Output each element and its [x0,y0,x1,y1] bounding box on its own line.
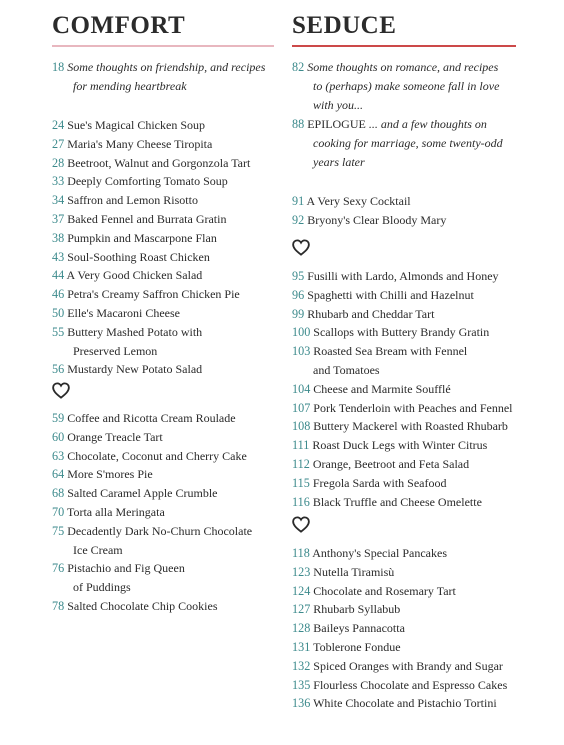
toc-entry[interactable] [52,597,218,616]
toc-entry[interactable] [52,172,228,191]
toc-entry[interactable] [292,192,411,211]
page-number: 70 [52,505,65,519]
toc-entry[interactable] [52,465,153,484]
recipe-title: Scallops with Buttery Brandy Gratin [313,325,490,340]
toc-entry[interactable] [52,191,198,210]
page-number: 76 [52,561,65,576]
recipe-title-continued: and Tomatoes [313,362,380,377]
toc-entry[interactable] [52,135,212,154]
page-number: 55 [52,324,65,339]
page-number: 59 [52,411,65,425]
page-number: 132 [292,658,311,673]
toc-entry[interactable] [52,154,250,173]
page-number: 128 [292,621,311,636]
comfort-intro-entry[interactable] [52,58,265,96]
heart-outline-icon [292,516,310,533]
epilogue-text-continued: years later [313,154,365,169]
recipe-title: Mustardy New Potato Salad [67,362,203,377]
toc-entry[interactable] [52,428,163,447]
intro-text: Some thoughts on friendship, and recipes [67,60,266,74]
page-number: 44 [52,268,65,283]
page-number: 75 [52,523,65,538]
toc-entry[interactable] [52,248,210,267]
page-number: 88 [292,117,305,131]
epilogue-label: EPILOGUE [307,117,366,131]
page-number: 46 [52,287,65,302]
page-number: 60 [52,429,65,444]
recipe-title: Chocolate, Coconut and Cherry Cake [67,448,247,463]
seduce-title-rule [292,45,516,47]
heart-outline-icon [52,382,70,399]
recipe-title: Chocolate and Rosemary Tart [313,583,456,598]
recipe-title: Salted Caramel Apple Crumble [67,486,218,501]
recipe-title: Pumpkin and Mascarpone Flan [67,230,217,245]
recipe-title: Pork Tenderloin with Peaches and Fennel [313,400,513,415]
recipe-title: Spiced Oranges with Brandy and Sugar [313,658,503,673]
page-number: 28 [52,155,65,170]
page-number: 64 [52,467,65,482]
recipe-title: Orange Treacle Tart [67,429,163,444]
epilogue-entry[interactable] [292,115,503,171]
recipe-title: Rhubarb Syllabub [313,602,401,617]
page-number: 96 [292,287,305,302]
toc-entry[interactable] [292,600,400,619]
toc-entry[interactable] [292,380,451,399]
page-number: 37 [52,212,65,226]
page-number: 78 [52,599,65,613]
toc-entry[interactable] [52,229,217,248]
toc-entry[interactable] [52,447,247,466]
page-number: 136 [292,696,311,711]
recipe-title: Pistachio and Fig Queen [67,561,185,576]
page-number: 95 [292,269,305,283]
toc-entry[interactable] [52,559,185,597]
toc-entry[interactable] [52,116,205,135]
recipe-title: Nutella Tiramisù [313,564,395,579]
recipe-title: Baked Fennel and Burrata Gratin [67,212,227,226]
toc-entry[interactable] [292,455,469,474]
toc-entry[interactable] [292,619,405,638]
page-number: 111 [292,438,310,453]
recipe-title: Roast Duck Legs with Winter Citrus [312,438,488,453]
recipe-title: Bryony's Clear Bloody Mary [307,212,447,227]
recipe-title: Fregola Sarda with Seafood [312,475,447,490]
toc-entry[interactable] [292,342,467,380]
toc-entry[interactable] [52,484,218,503]
recipe-title: A Very Sexy Cocktail [306,194,411,208]
recipe-title: Decadently Dark No-Churn Chocolate [67,523,253,538]
page-number: 27 [52,136,65,151]
toc-entry[interactable] [292,436,487,455]
recipe-title: Spaghetti with Chilli and Hazelnut [307,287,474,302]
page-number: 103 [292,344,311,359]
recipe-title: More S'mores Pie [67,467,153,482]
toc-entry[interactable] [292,694,497,713]
page-number: 92 [292,212,305,227]
page-number: 127 [292,602,311,617]
page-number: 68 [52,486,65,501]
page-number: 38 [52,230,65,245]
comfort-title-rule [52,45,274,47]
recipe-title: Cheese and Marmite Soufflé [313,381,451,396]
intro-text-continued: to (perhaps) make someone fall in love [313,78,500,93]
page-number: 56 [52,362,65,377]
toc-entry[interactable] [292,474,446,493]
recipe-title: Torta alla Meringata [66,505,165,519]
recipe-title: Coffee and Ricotta Cream Roulade [67,411,236,425]
recipe-title: Beetroot, Walnut and Gorgonzola Tart [67,155,251,170]
recipe-title-continued: Ice Cream [73,542,123,557]
page-number: 24 [52,118,65,132]
recipe-title: Flourless Chocolate and Espresso Cakes [313,677,508,692]
page-number: 124 [292,583,311,598]
toc-entry[interactable] [292,417,508,436]
toc-entry[interactable] [292,563,394,582]
recipe-title: Rhubarb and Cheddar Tart [307,306,435,321]
page-number: 18 [52,60,65,74]
epilogue-text: ... and a few thoughts on [368,117,487,131]
page-number: 115 [292,475,310,490]
heart-outline-icon [292,239,310,256]
seduce-title: SEDUCE [292,12,397,39]
page-number: 108 [292,419,311,434]
toc-entry[interactable] [52,266,202,285]
page-number: 131 [292,640,311,654]
recipe-title: Petra's Creamy Saffron Chicken Pie [67,287,240,302]
toc-entry[interactable] [52,503,165,522]
page-number: 33 [52,174,65,189]
recipe-title: Maria's Many Cheese Tiropita [67,136,213,151]
toc-entry[interactable] [52,522,252,560]
page-number: 43 [52,249,65,264]
toc-entry[interactable] [292,582,456,601]
page-number: 116 [292,494,310,509]
toc-entry[interactable] [292,399,513,418]
page-number: 104 [292,381,311,396]
recipe-title: A Very Good Chicken Salad [66,268,203,283]
recipe-title-continued: of Puddings [73,580,131,595]
recipe-title: Elle's Macaroni Cheese [67,306,180,320]
toc-entry[interactable] [292,286,474,305]
page-number: 34 [52,193,65,208]
recipe-title: Saffron and Lemon Risotto [67,193,198,208]
page-number: 99 [292,306,305,321]
toc-entry[interactable] [52,304,180,323]
toc-entry[interactable] [292,676,507,695]
page-number: 82 [292,60,305,74]
intro-text: Some thoughts on romance, and recipes [307,60,499,74]
toc-entry[interactable] [292,544,447,563]
toc-entry[interactable] [52,360,202,379]
recipe-title: Orange, Beetroot and Feta Salad [312,457,470,471]
recipe-title: Deeply Comforting Tomato Soup [67,174,228,189]
page-number: 91 [292,194,305,208]
intro-text-continued: with you... [313,97,363,112]
recipe-title: Toblerone Fondue [313,640,401,654]
recipe-title: Anthony's Special Pancakes [312,546,447,560]
page-number: 50 [52,306,65,320]
comfort-title: COMFORT [52,12,186,39]
toc-entry[interactable] [52,323,202,361]
page-number: 63 [52,448,65,463]
recipe-title: Salted Chocolate Chip Cookies [67,599,218,613]
page-number: 123 [292,564,311,579]
page-number: 100 [292,325,311,340]
toc-entry[interactable] [52,285,240,304]
toc-entry[interactable] [292,493,482,512]
recipe-title: Baileys Pannacotta [313,621,405,636]
epilogue-text-continued: cooking for marriage, some twenty-odd [313,135,503,150]
toc-entry[interactable] [292,657,503,676]
seduce-intro-entry[interactable] [292,58,499,114]
toc-entry[interactable] [292,305,434,324]
intro-text-continued: for mending heartbreak [73,78,187,93]
recipe-title: Soul-Soothing Roast Chicken [67,249,210,264]
toc-entry[interactable] [292,638,401,657]
toc-entry[interactable] [292,323,489,342]
recipe-title: Buttery Mackerel with Roasted Rhubarb [313,419,508,434]
recipe-title: Sue's Magical Chicken Soup [67,118,205,132]
toc-entry[interactable] [52,409,236,428]
page-number: 112 [292,457,310,471]
toc-entry[interactable] [52,210,226,229]
recipe-title: Black Truffle and Cheese Omelette [312,494,482,509]
toc-entry[interactable] [292,267,499,286]
recipe-title: Fusilli with Lardo, Almonds and Honey [307,269,499,283]
page-number: 118 [292,546,310,560]
recipe-title: Buttery Mashed Potato with [67,324,203,339]
recipe-title: Roasted Sea Bream with Fennel [313,344,468,359]
toc-entry[interactable] [292,211,446,230]
page-number: 107 [292,400,311,415]
recipe-title: White Chocolate and Pistachio Tortini [313,696,497,711]
page-number: 135 [292,677,311,692]
recipe-title-continued: Preserved Lemon [73,343,158,358]
